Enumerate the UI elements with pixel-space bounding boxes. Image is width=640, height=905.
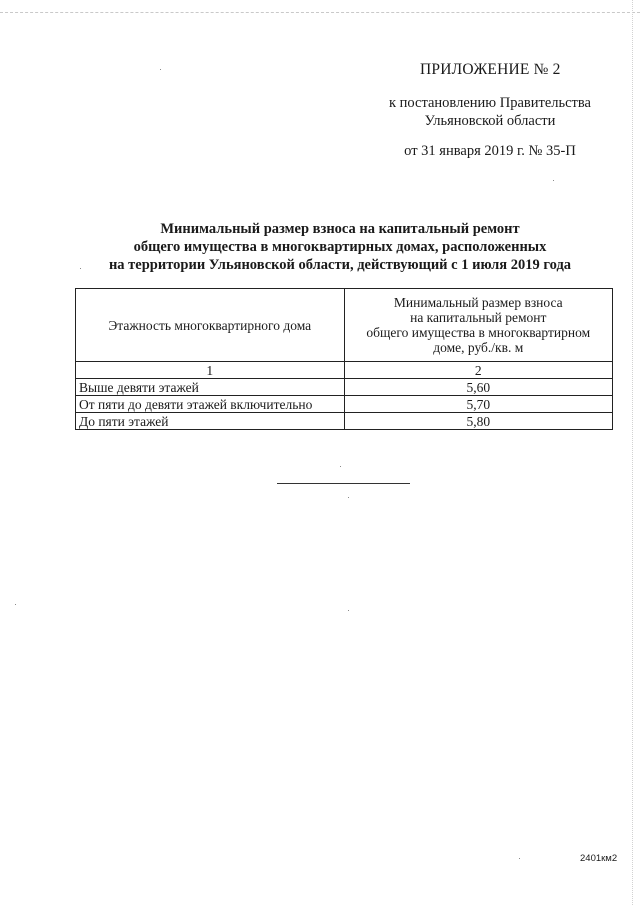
column-number-2: 2: [344, 362, 612, 379]
header-floors: Этажность многоквартирного дома: [76, 289, 345, 362]
row-fee: 5,80: [344, 413, 612, 430]
column-number-1: 1: [76, 362, 345, 379]
scan-speck: [15, 604, 16, 605]
decree-date: от 31 января 2019 г. № 35-П: [404, 143, 576, 159]
table-header-row: [76, 289, 613, 362]
closing-line: [277, 483, 410, 484]
row-floors: От пяти до девяти этажей включительно: [76, 396, 345, 413]
scan-speck: [80, 268, 81, 269]
header-fee: [344, 289, 612, 362]
scan-speck: [348, 497, 349, 498]
scan-right-border: [632, 0, 633, 905]
fee-table: [75, 288, 613, 430]
document-title-line-2: общего имущества в многоквартирных домах, расположенных: [133, 239, 547, 255]
row-fee: 5,70: [344, 396, 612, 413]
table-row: [76, 379, 613, 396]
scan-speck: [553, 180, 554, 181]
scan-top-border: [0, 12, 640, 13]
row-fee: 5,60: [344, 379, 612, 396]
scan-speck: [519, 858, 520, 859]
column-number-row: [76, 362, 613, 379]
document-title-line-3: на территории Ульяновской области, действующий с 1 июля 2019 года: [108, 257, 572, 273]
scan-speck: [348, 610, 349, 611]
appendix-subtitle-line-1: к постановлению Правительства: [389, 95, 591, 111]
row-floors: Выше девяти этажей: [76, 379, 345, 396]
document-title: [60, 220, 620, 274]
scan-speck: [160, 69, 161, 70]
document-code: 2401км2: [580, 853, 618, 864]
header-fee-line-2: на капитальный ремонт: [410, 310, 547, 325]
scan-speck: [340, 466, 341, 467]
header-fee-line-4: доме, руб./кв. м: [433, 340, 524, 355]
header-fee-line-1: Минимальный размер взноса: [393, 295, 563, 310]
document-title-line-1: Минимальный размер взноса на капитальный ремонт: [160, 221, 520, 237]
table-row: [76, 413, 613, 430]
header-fee-line-3: общего имущества в многоквартирном: [366, 325, 591, 340]
appendix-subtitle: [370, 94, 610, 130]
row-floors: До пяти этажей: [76, 413, 345, 430]
appendix-subtitle-line-2: Ульяновской области: [424, 113, 556, 129]
appendix-title: ПРИЛОЖЕНИЕ № 2: [420, 61, 561, 78]
table-row: [76, 396, 613, 413]
